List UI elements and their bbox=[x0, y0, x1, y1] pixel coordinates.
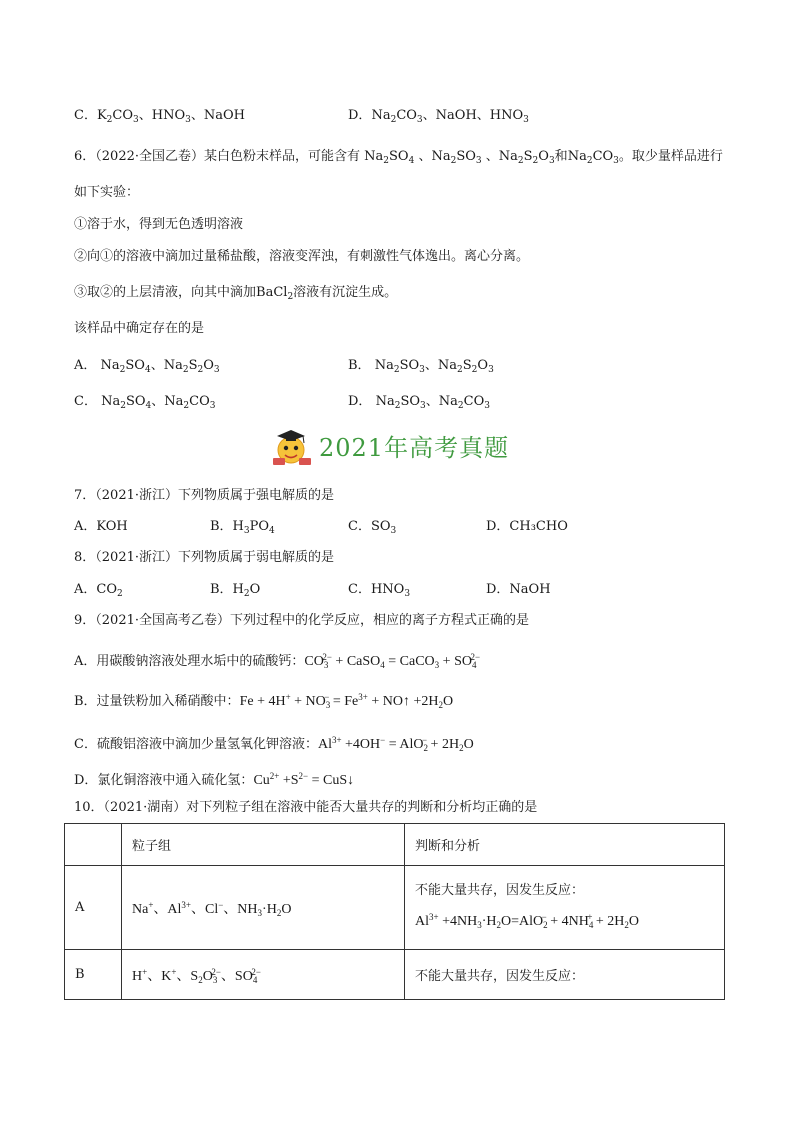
q9-stem: 9．（2021·全国高考乙卷）下列过程中的化学反应，相应的离子方程式正确的是 bbox=[74, 613, 529, 628]
q6-option-a: A． $Na_2SO_4$、$Na_2S_2O_3$ bbox=[74, 358, 220, 375]
q10-stem: 10．（2021·湖南）对下列粒子组在溶液中能否大量共存的判断和分析均正确的是 bbox=[74, 800, 538, 815]
q8-stem: 8．（2021·浙江）下列物质属于弱电解质的是 bbox=[74, 550, 334, 565]
table-header-cell: 粒子组 bbox=[122, 824, 405, 866]
row-label: A bbox=[65, 866, 122, 950]
row-label: B bbox=[65, 950, 122, 1000]
q9-option-a: A．用碳酸钠溶液处理水垢中的硫酸钙：$CO_3^{2-}$ + CaSO$_4$ = CaCO$_3$ + $SO_4^{2-}$ bbox=[74, 652, 481, 670]
q6-option-c: C． $Na_2SO_4$、$Na_2CO_3$ bbox=[74, 394, 216, 411]
q9-option-d: D．氯化铜溶液中通入硫化氢：$Cu^{2+} +S^{2-}$ = CuS↓ bbox=[74, 771, 355, 788]
q6-step3: ③取②的上层清液，向其中滴加BaCl$_2$溶液有沉淀生成。 bbox=[74, 285, 398, 302]
q8-option-c: C．$HNO_3$ bbox=[348, 582, 411, 599]
particle-group: H+、K+、$S_2O_3^{2-}$、$SO_4^{2-}$ bbox=[122, 950, 405, 1000]
q7-option-d: D．CH₃CHO bbox=[486, 519, 568, 534]
q7-option-a: A．KOH bbox=[74, 519, 128, 534]
table-header-row bbox=[65, 824, 725, 866]
q6-step1: ①溶于水，得到无色透明溶液 bbox=[74, 217, 244, 232]
q6-stem: 6．（2022·全国乙卷）某白色粉末样品，可能含有 $Na_2SO_4$ 、$Na_2SO_3$ 、$Na_2S_2O_3$和$Na_2CO_3$。取少量样品进行 bbox=[74, 149, 723, 166]
q10-table bbox=[64, 823, 725, 1000]
table-row bbox=[65, 866, 725, 950]
table-row bbox=[65, 950, 725, 1000]
q5-option-d: D．$Na_2CO_3$、NaOH、$HNO_3$ bbox=[348, 108, 529, 125]
q6-option-d: D． $Na_2SO_3$、$Na_2CO_3$ bbox=[348, 394, 490, 411]
table-header-cell bbox=[65, 824, 122, 866]
analysis-cell: 不能大量共存，因发生反应： $Al^{3+} +4NH_3\cdot H_2O=AlO_2^- + 4NH_4^+ + 2H_2O$ bbox=[405, 866, 725, 950]
q9-option-b: B．过量铁粉加入稀硝酸中：$Fe + 4H^+ + NO_3^- = Fe^{3+}$ + NO↑ $+2H_2O$ bbox=[74, 692, 454, 710]
q7-option-c: C．$SO_3$ bbox=[348, 519, 397, 536]
q6-option-b: B． $Na_2SO_3$、$Na_2S_2O_3$ bbox=[348, 358, 494, 375]
table-header-cell: 判断和分析 bbox=[405, 824, 725, 866]
banner-title: 2021年高考真题 bbox=[319, 434, 510, 462]
q8-option-b: B．$H_2O$ bbox=[210, 582, 261, 599]
q6-stem-line2: 如下实验： bbox=[74, 185, 140, 200]
q7-stem: 7．（2021·浙江）下列物质属于强电解质的是 bbox=[74, 488, 334, 503]
q7-option-b: B．$H_3PO_4$ bbox=[210, 519, 275, 536]
particle-group: Na+、$Al^{3+}$、Cl−、$NH_3\cdot H_2O$ bbox=[122, 866, 405, 950]
q6-step2: ②向①的溶液中滴加过量稀盐酸，溶液变浑浊，有刺激性气体逸出。离心分离。 bbox=[74, 249, 530, 264]
analysis-cell: 不能大量共存，因发生反应： bbox=[405, 950, 725, 1000]
q8-option-d: D．NaOH bbox=[486, 582, 551, 597]
section-banner bbox=[269, 424, 529, 468]
q6-question: 该样品中确定存在的是 bbox=[74, 321, 205, 336]
q8-option-a: A．$CO_2$ bbox=[74, 582, 123, 599]
cartoon-scholar-logo-icon bbox=[269, 424, 313, 468]
q9-option-c: C．硫酸铝溶液中滴加少量氢氧化钾溶液：$Al^{3+} +4OH^- = AlO_2^- + 2H_2O$ bbox=[74, 735, 474, 753]
q5-option-c: C．$K_2CO_3$、$HNO_3$、NaOH bbox=[74, 108, 245, 125]
